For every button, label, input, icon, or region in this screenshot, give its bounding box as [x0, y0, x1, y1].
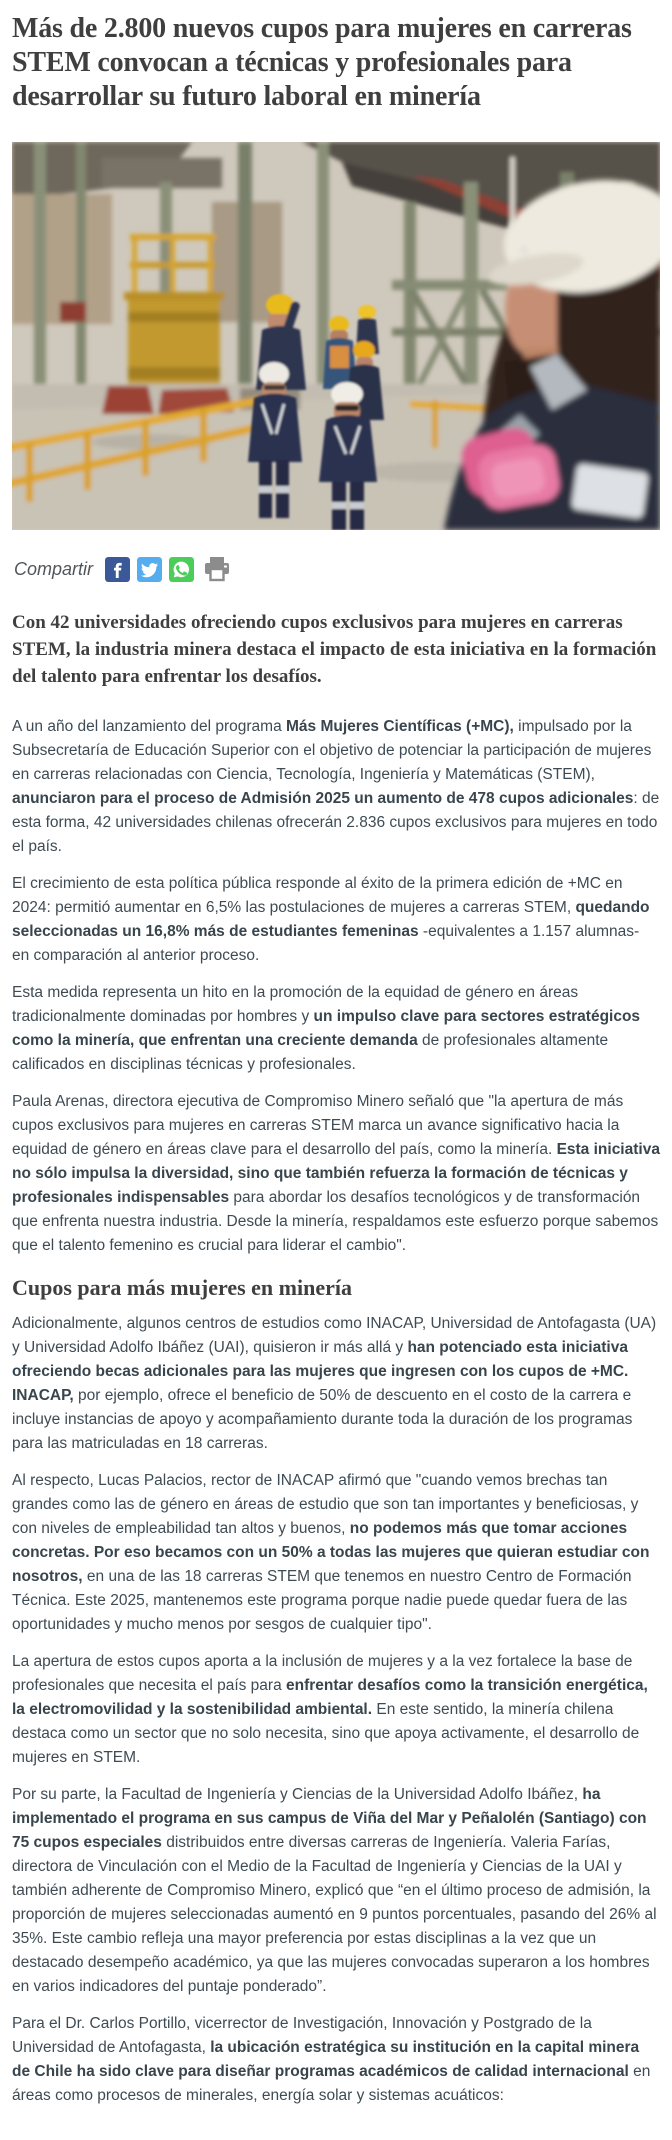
- article-paragraph-7: La apertura de estos cupos aporta a la inclusión de mujeres y a la vez fortalece la base de profesionales que necesita el país para enfrentar desafíos como la transición energética, la electromovilidad y la sostenibilidad ambiental. En este sentido, la minería chilena destaca como un sector que no solo necesita, sino que apoya activamente, el desarrollo de mujeres en STEM.: [12, 1652, 648, 1766]
- article-paragraph-1: A un año del lanzamiento del programa Más Mujeres Científicas (+MC), impulsado por la Subsecretaría de Educación Superior con el objetivo de potenciar la participación de mujeres en carreras relacionadas con Ciencia, Tecnología, Ingeniería y Matemáticas (STEM), anunciaron para el proceso de Admisión 2025 un aumento de 478 cupos adicionales: de esta forma, 42 universidades chilenas ofrecerán 2.836 cupos exclusivos para mujeres en todo el país.: [12, 718, 660, 856]
- printer-icon: [203, 556, 231, 582]
- article-paragraph-5: Adicionalmente, algunos centros de estudios como INACAP, Universidad de Antofagasta (UA) y Universidad Adolfo Ibáñez (UAI), quisieron ir más allá y han potenciado esta iniciativa ofreciendo becas adicionales para las mujeres que ingresen con los cupos de +MC. INACAP, por ejemplo, ofrece el beneficio de 50% de descuento en el costo de la carrera e incluye instancias de apoyo y acompañamiento durante toda la duración de los programas para las matriculadas en 18 carreras.: [12, 1314, 657, 1452]
- facebook-icon: [105, 557, 130, 582]
- whatsapp-icon: [169, 557, 194, 582]
- article-paragraph-3: Esta medida representa un hito en la promoción de la equidad de género en áreas tradicionalmente dominadas por hombres y un impulso clave para sectores estratégicos como la minería, que enfrentan una creciente demanda de profesionales altamente calificados en disciplinas técnicas y profesionales.: [12, 984, 641, 1074]
- share-bar: [14, 556, 660, 582]
- article-paragraph-9: Para el Dr. Carlos Portillo, vicerrector de Investigación, Innovación y Postgrado de la Universidad de Antofagasta, la ubicación estratégica su institución en la capital minera de Chile ha sido clave para diseñar programas académicos de calidad internacional en áreas como procesos de minerales, energía solar y sistemas acuáticos:: [12, 2014, 651, 2104]
- article-title: Más de 2.800 nuevos cupos para mujeres en carreras STEM convocan a técnicas y profesionales para desarrollar su futuro laboral en minería: [12, 13, 632, 113]
- article-paragraph-6: Al respecto, Lucas Palacios, rector de INACAP afirmó que "cuando vemos brechas tan grandes como las de género en áreas de estudio que son tan importantes y beneficiosas, y con niveles de empleabilidad tan altos y buenos, no podemos más que tomar acciones concretas. Por eso becamos con un 50% a todas las mujeres que quieran estudiar con nosotros, en una de las 18 carreras STEM que tenemos en nuestro Centro de Formación Técnica. Este 2025, mantenemos este programa porque nadie puede quedar fuera de las oportunidades y mucho menos por sesgos de cualquier tipo".: [12, 1471, 650, 1633]
- mining-plant-illustration: [12, 142, 660, 530]
- article-paragraph-2: El crecimiento de esta política pública responde al éxito de la primera edición de +MC en 2024: permitió aumentar en 6,5% las postulaciones de mujeres a carreras STEM, quedando seleccionadas un 16,8% más de estudiantes femeninas -equivalentes a 1.157 alumnas- en comparación al anterior proceso.: [12, 875, 650, 965]
- article-hero-image: [12, 142, 660, 530]
- twitter-icon: [137, 557, 162, 582]
- print-button[interactable]: [203, 556, 231, 582]
- article-lede: Con 42 universidades ofreciendo cupos exclusivos para mujeres en carreras STEM, la industria minera destaca el impacto de esta iniciativa en la formación del talento para enfrentar los desafíos.: [12, 612, 657, 688]
- twitter-share-button[interactable]: [137, 557, 162, 582]
- article-paragraph-8: Por su parte, la Facultad de Ingeniería y Ciencias de la Universidad Adolfo Ibáñez, ha implementado el programa en sus campus de Viña del Mar y Peñalolén (Santiago) con 75 cupos especiales distribuidos entre diversas carreras de Ingeniería. Valeria Farías, directora de Vinculación con el Medio de la Facultad de Ingeniería y Ciencias de la UAI y también adherente de Compromiso Minero, explicó que “en el último proceso de admisión, la proporción de mujeres seleccionadas aumentó en 9 puntos porcentuales, pasando del 26% al 35%. Este cambio refleja una mayor preferencia por estas disciplinas a la vez que un destacado desempeño académico, ya que las mujeres convocadas superaron a los hombres en varios indicadores del puntaje ponderado”.: [12, 1785, 657, 1995]
- article-paragraph-4: Paula Arenas, directora ejecutiva de Compromiso Minero señaló que "la apertura de más cupos exclusivos para mujeres en carreras STEM marca un avance significativo hacia la equidad de género en áreas clave para el desarrollo del país, como la minería. Esta iniciativa no sólo impulsa la diversidad, sino que también refuerza la formación de técnicas y profesionales indispensables para abordar los desafíos tecnológicos y de transformación que enfrenta nuestra industria. Desde la minería, respaldamos este esfuerzo porque sabemos que el talento femenino es crucial para liderar el cambio".: [12, 1093, 660, 1255]
- section-heading: Cupos para más mujeres en minería: [12, 1275, 352, 1301]
- facebook-share-button[interactable]: [105, 557, 130, 582]
- article-page: [0, 12, 672, 2108]
- share-label: Compartir: [14, 558, 94, 579]
- whatsapp-share-button[interactable]: [169, 557, 194, 582]
